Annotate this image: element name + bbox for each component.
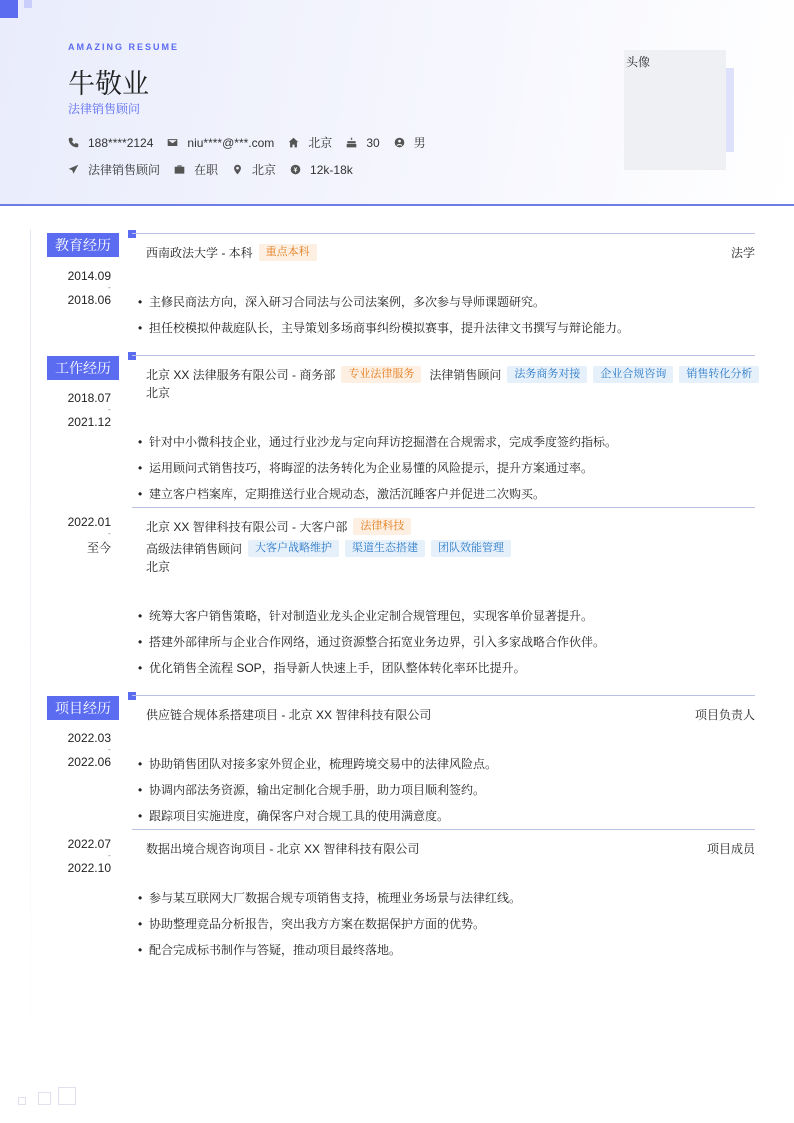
phone-item [68, 136, 153, 150]
decor-square [18, 1097, 26, 1105]
decor-square [38, 1092, 51, 1105]
skill-tag: 团队效能管理 [431, 540, 511, 557]
list-item: • 配合完成标书制作与答疑，推动项目最终落地。 [138, 941, 401, 958]
list-item: • 跟踪项目实施进度，确保客户对合规工具的使用满意度。 [138, 807, 449, 824]
work-entry-header [146, 518, 411, 535]
project-name: 供应链合规体系搭建项目 - 北京 XX 智律科技有限公司 [146, 708, 432, 722]
list-item: • 担任校模拟仲裁庭队长，主导策划多场商事纠纷模拟赛事，提升法律文书撰写与辩论能力。 [138, 319, 629, 336]
skill-tag: 企业合规咨询 [593, 366, 673, 383]
list-item: • 建立客户档案库，定期推送行业合规动态，激活沉睡客户并促进二次购买。 [138, 485, 545, 502]
company-tag: 法律科技 [353, 518, 411, 535]
skill-tag: 大客户战略维护 [248, 540, 339, 557]
send-icon [68, 164, 79, 175]
date-separator: - [108, 851, 111, 860]
salary-item [290, 163, 353, 177]
email-item [167, 136, 274, 150]
home-city-item [288, 134, 332, 151]
list-item: • 参与某互联网大厂数据合规专项销售支持，梳理业务场景与法律红线。 [138, 889, 521, 906]
phone-text: 188****2124 [88, 135, 154, 150]
job-role: 高级法律销售顾问 [146, 542, 243, 556]
section-divider [132, 695, 755, 696]
salary-text: 12k-18k [310, 162, 353, 177]
education-major: 法学 [730, 246, 755, 260]
job-status-text: 在职 [194, 163, 219, 177]
entry-divider [132, 507, 755, 508]
company-name: 北京 XX 智律科技有限公司 - 大客户部 [146, 520, 348, 534]
date-start: 2014.09 [67, 269, 111, 283]
list-item: • 协调内部法务资源，输出定制化合规手册，助力项目顺利签约。 [138, 781, 485, 798]
skill-tag: 法务商务对接 [507, 366, 587, 383]
entry-divider [132, 829, 755, 830]
date-start: 2018.07 [67, 391, 111, 405]
education-school [146, 244, 317, 261]
date-end: 至今 [86, 541, 111, 555]
date-separator: - [108, 405, 111, 414]
job-role: 法律销售顾问 [429, 368, 502, 382]
cake-icon [346, 137, 357, 148]
date-end: 2022.06 [67, 755, 111, 769]
decor-square [58, 1087, 76, 1105]
job-city: 北京 [146, 386, 171, 400]
age-item [346, 136, 379, 150]
list-item: • 搭建外部律所与企业合作网络，通过资源整合拓宽业务边界，引入多家战略合作伙伴。 [138, 633, 605, 650]
gender-text: 男 [413, 136, 426, 150]
target-city-item [232, 161, 276, 178]
avatar [624, 50, 726, 170]
contact-info-row [68, 134, 440, 151]
section-marker [128, 352, 136, 360]
location-icon [232, 164, 243, 175]
education-section-title: 教育经历 [47, 233, 119, 257]
section-divider [132, 233, 755, 234]
brand-label: AMAZING RESUME [68, 42, 179, 52]
work-entry-role [146, 540, 511, 557]
home-icon [288, 137, 299, 148]
list-item: • 统筹大客户销售策略，针对制造业龙头企业定制合规管理包，实现客单价显著提升。 [138, 607, 593, 624]
briefcase-icon [174, 164, 185, 175]
target-city-text: 北京 [252, 163, 277, 177]
skill-tag: 销售转化分析 [679, 366, 759, 383]
list-item: • 协助整理竞品分析报告，突出我方方案在数据保护方面的优势。 [138, 915, 485, 932]
age-text: 30 [366, 135, 380, 150]
job-status-item [174, 161, 218, 178]
target-job-item [68, 161, 160, 178]
section-marker [128, 230, 136, 238]
date-start: 2022.07 [67, 837, 111, 851]
job-city: 北京 [146, 560, 171, 574]
avatar-alt-text: 头像 [626, 55, 651, 69]
list-item: • 运用顾问式销售技巧，将晦涩的法务转化为企业易懂的风险提示，提升方案通过率。 [138, 459, 593, 476]
decor-square [0, 0, 18, 18]
email-text: niu****@***.com [187, 135, 275, 150]
company-tag: 专业法律服务 [341, 366, 421, 383]
date-end: 2018.06 [67, 293, 111, 307]
date-start: 2022.01 [67, 515, 111, 529]
work-section-title: 工作经历 [47, 356, 119, 380]
projects-section-title: 项目经历 [47, 696, 119, 720]
decor-square-small [24, 0, 32, 8]
school-name: 西南政法大学 - 本科 [146, 246, 253, 260]
date-end: 2022.10 [67, 861, 111, 875]
list-item: • 优化销售全流程 SOP，指导新人快速上手，团队整体转化率环比提升。 [138, 659, 526, 676]
list-item: • 协助销售团队对接多家外贸企业，梳理跨境交易中的法律风险点。 [138, 755, 497, 772]
gender-icon [394, 137, 405, 148]
date-separator: - [108, 529, 111, 538]
list-item: • 针对中小微科技企业，通过行业沙龙与定向拜访挖掘潜在合规需求，完成季度签约指标。 [138, 433, 617, 450]
job-info-row [68, 161, 367, 178]
section-divider [132, 355, 755, 356]
work-entry-header [146, 366, 759, 383]
gender-item [394, 134, 426, 151]
date-separator: - [108, 745, 111, 754]
candidate-name: 牛敬业 [68, 69, 149, 99]
target-job-text: 法律销售顾问 [88, 163, 161, 177]
date-separator: - [108, 283, 111, 292]
skill-tag: 渠道生态搭建 [345, 540, 425, 557]
candidate-title: 法律销售顾问 [68, 102, 141, 116]
project-role: 项目成员 [706, 842, 755, 856]
date-end: 2021.12 [67, 415, 111, 429]
project-name: 数据出境合规咨询项目 - 北京 XX 智律科技有限公司 [146, 842, 420, 856]
school-tag: 重点本科 [259, 244, 317, 261]
company-name: 北京 XX 法律服务有限公司 - 商务部 [146, 368, 336, 382]
list-item: • 主修民商法方向，深入研习合同法与公司法案例，多次参与导师课题研究。 [138, 293, 545, 310]
side-decor-line [30, 230, 31, 1070]
project-role: 项目负责人 [694, 708, 755, 722]
money-icon [290, 164, 301, 175]
resume-header [0, 0, 794, 206]
section-marker [128, 692, 136, 700]
date-start: 2022.03 [67, 731, 111, 745]
mail-icon [167, 137, 178, 148]
home-city-text: 北京 [308, 136, 333, 150]
phone-icon [68, 137, 79, 148]
